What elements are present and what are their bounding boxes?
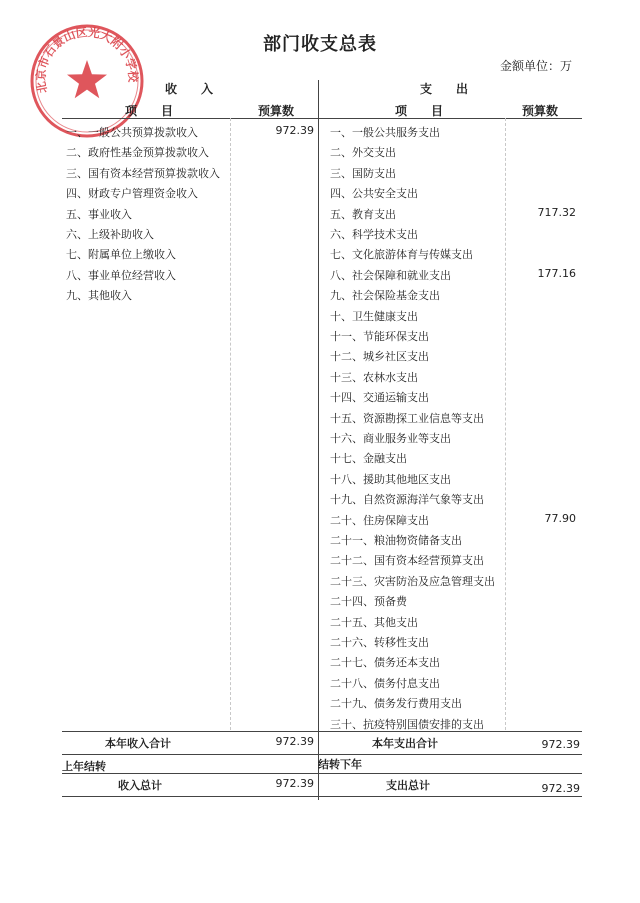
income-column-divider <box>230 118 231 730</box>
expense-grand-total-label: 支出总计 <box>386 779 430 792</box>
expense-row-label: 二十一、粮油物资储备支出 <box>330 534 462 547</box>
center-divider <box>318 80 319 800</box>
expense-row-label: 十一、节能环保支出 <box>330 330 429 343</box>
expense-row-label: 二十五、其他支出 <box>330 615 418 629</box>
income-budget-header: 预算数 <box>258 104 295 118</box>
expense-row-label: 二十、住房保障支出 <box>330 513 429 527</box>
income-grand-total-value: 972.39 <box>275 777 314 790</box>
expense-row-label: 八、社会保障和就业支出 <box>330 268 451 282</box>
expense-row-label: 三、国防支出 <box>330 166 396 180</box>
expense-row-label: 二十七、债务还本支出 <box>330 656 440 670</box>
expense-row-label: 一、一般公共服务支出 <box>330 126 440 139</box>
official-seal-stamp <box>28 22 146 140</box>
expense-row-label: 二十六、转移性支出 <box>330 636 429 649</box>
expense-row-label: 二十三、灾害防治及应急管理支出 <box>330 574 495 588</box>
carry-out-label: 结转下年 <box>318 758 362 771</box>
expense-section-header: 支 出 <box>420 82 469 96</box>
expense-row-label: 二十四、预备费 <box>330 595 407 609</box>
carry-in-label: 上年结转 <box>62 760 106 773</box>
income-row-label: 二、政府性基金预算拨款收入 <box>66 146 209 160</box>
page-title: 部门收支总表 <box>263 34 377 55</box>
unit-label: 金额单位：万 <box>500 59 573 73</box>
expense-row-label: 二十二、国有资本经营预算支出 <box>330 554 484 568</box>
expense-row-label: 十六、商业服务业等支出 <box>330 432 451 445</box>
income-row-label: 四、财政专户管理资金收入 <box>66 187 198 201</box>
expense-row-label: 十八、援助其他地区支出 <box>330 472 451 486</box>
expense-row-label: 十九、自然资源海洋气象等支出 <box>330 493 484 507</box>
income-row-label: 三、国有资本经营预算拨款收入 <box>66 166 220 180</box>
income-row-label: 六、上级补助收入 <box>66 228 154 241</box>
expense-row-value: 77.90 <box>544 511 576 525</box>
income-row-value: 972.39 <box>275 124 314 137</box>
expense-year-total-value: 972.39 <box>541 738 580 751</box>
expense-row-label: 十、卫生健康支出 <box>330 309 418 323</box>
svg-text:北京市石景山区光大附小学校: 北京市石景山区光大附小学校 <box>33 25 141 95</box>
income-grand-total-label: 收入总计 <box>118 779 162 792</box>
income-year-total-value: 972.39 <box>275 735 314 748</box>
expense-row-label: 十四、交通运输支出 <box>330 391 429 405</box>
expense-budget-header: 预算数 <box>522 104 559 118</box>
expense-row-label: 九、社会保险基金支出 <box>330 289 440 303</box>
totals-top-divider <box>62 731 582 732</box>
expense-row-label: 十五、资源勘探工业信息等支出 <box>330 411 484 425</box>
expense-row-label: 十三、农林水支出 <box>330 370 418 384</box>
expense-item-header: 项 目 <box>395 104 444 118</box>
income-row-label: 九、其他收入 <box>66 289 132 303</box>
expense-row-label: 十二、城乡社区支出 <box>330 350 429 364</box>
expense-row-label: 三十、抗疫特别国债安排的支出 <box>330 717 484 731</box>
expense-row-label: 七、文化旅游体育与传媒支出 <box>330 248 473 262</box>
totals-bottom-divider <box>62 796 582 797</box>
income-item-header: 项 目 <box>125 104 174 118</box>
expense-row-label: 四、公共安全支出 <box>330 187 418 201</box>
expense-year-total-label: 本年支出合计 <box>372 737 438 750</box>
income-row-label: 八、事业单位经营收入 <box>66 268 176 282</box>
expense-row-value: 177.16 <box>537 266 576 280</box>
totals-divider-2 <box>62 773 582 774</box>
header-divider <box>62 118 582 119</box>
income-row-label: 一、一般公共预算拨款收入 <box>66 126 198 139</box>
expense-row-label: 五、教育支出 <box>330 207 396 221</box>
income-row-label: 七、附属单位上缴收入 <box>66 248 176 262</box>
expense-row-label: 二、外交支出 <box>330 146 396 160</box>
expense-row-value: 717.32 <box>537 205 576 219</box>
expense-row-label: 二十八、债务付息支出 <box>330 676 440 690</box>
expense-row-label: 六、科学技术支出 <box>330 228 418 241</box>
expense-row-label: 二十九、债务发行费用支出 <box>330 697 462 711</box>
income-year-total-label: 本年收入合计 <box>105 737 171 750</box>
income-row-label: 五、事业收入 <box>66 207 132 221</box>
expense-row-label: 十七、金融支出 <box>330 452 407 466</box>
expense-column-divider <box>505 118 506 730</box>
expense-grand-total-value: 972.39 <box>541 782 580 795</box>
totals-divider-1 <box>62 754 582 755</box>
income-section-header: 收 入 <box>165 82 214 96</box>
